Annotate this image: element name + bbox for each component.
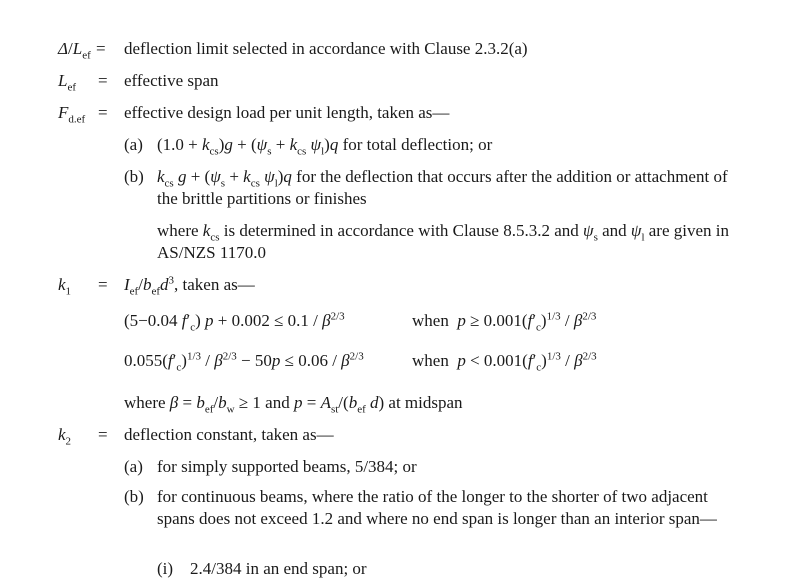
- definition-k2: deflection constant, taken as—: [124, 425, 334, 444]
- definition-design-load: effective design load per unit length, taken as—: [124, 103, 450, 122]
- formula-k1-case1: (5−0.04 $f'_c$) $p + 0.002 \le 0.1 / \beta^{2/3}$: [124, 310, 345, 334]
- item-label-b: (b): [124, 167, 144, 186]
- item-incremental-deflection: $k_{cs}$ $g + (\psi_s + k_{cs}$ $\psi_l)q$ for the deflection that occurs after the addition or attachment of the brittle partitions or finishes: [157, 167, 728, 208]
- symbol-k1: $k_1$: [58, 275, 72, 298]
- equals-sign: =: [98, 103, 108, 122]
- definition-effective-span: effective span: [124, 71, 219, 90]
- item-label-a: (a): [124, 457, 143, 476]
- item-label-a: (a): [124, 135, 143, 154]
- symbol-design-load: $F_{d.ef}$: [58, 103, 86, 126]
- note-kcs: where $k_{cs}$ is determined in accordance with Clause 8.5.3.2 and $\psi_s$ and $\psi_l$ are given in AS/NZS 1170.0: [157, 221, 730, 262]
- equals-sign: =: [98, 71, 108, 90]
- item-simply-supported: for simply supported beams, 5/384; or: [157, 457, 417, 476]
- item-label-b: (b): [124, 487, 144, 506]
- condition-k1-case2: when $p < 0.001(f'_c)^{1/3} / \beta^{2/3}$: [412, 350, 597, 374]
- equals-sign: =: [98, 425, 108, 444]
- item-continuous-beams: for continuous beams, where the ratio of the longer to the shorter of two adjacent spans does not exceed 1.2 and where no end span is longer than an interior span—: [157, 487, 717, 528]
- definition-deflection-limit: deflection limit selected in accordance with Clause 2.3.2(a): [124, 39, 528, 58]
- item-total-deflection: $(1.0 + k_{cs})g + (\psi_s + k_{cs}$ $\psi_l)q$ for total deflection; or: [157, 135, 493, 158]
- formula-k1-case2: $0.055(f'_c)^{1/3} / \beta^{2/3} - 50p \le 0.06 / \beta^{2/3}$: [124, 350, 364, 374]
- equals-sign: =: [96, 39, 106, 58]
- note-beta-p: where $\beta = b_{ef}/b_w \ge 1$ and $p = A_{st}/(b_{ef}$ d) at midspan: [124, 393, 463, 416]
- equals-sign: =: [98, 275, 108, 294]
- item-end-span: 2.4/384 in an end span; or: [190, 559, 367, 578]
- condition-k1-case1: when $p \ge 0.001(f'_c)^{1/3} / \beta^{2/3}$: [412, 310, 597, 334]
- item-label-i: (i): [157, 559, 174, 578]
- symbol-effective-span: $L_{ef}$: [58, 71, 77, 94]
- symbol-deflection-limit: $\Delta/L_{ef}$: [58, 39, 91, 62]
- definition-k1: $I_{ef}/b_{ef}d^3$, taken as—: [124, 274, 255, 298]
- symbol-k2: $k_2$: [58, 425, 72, 448]
